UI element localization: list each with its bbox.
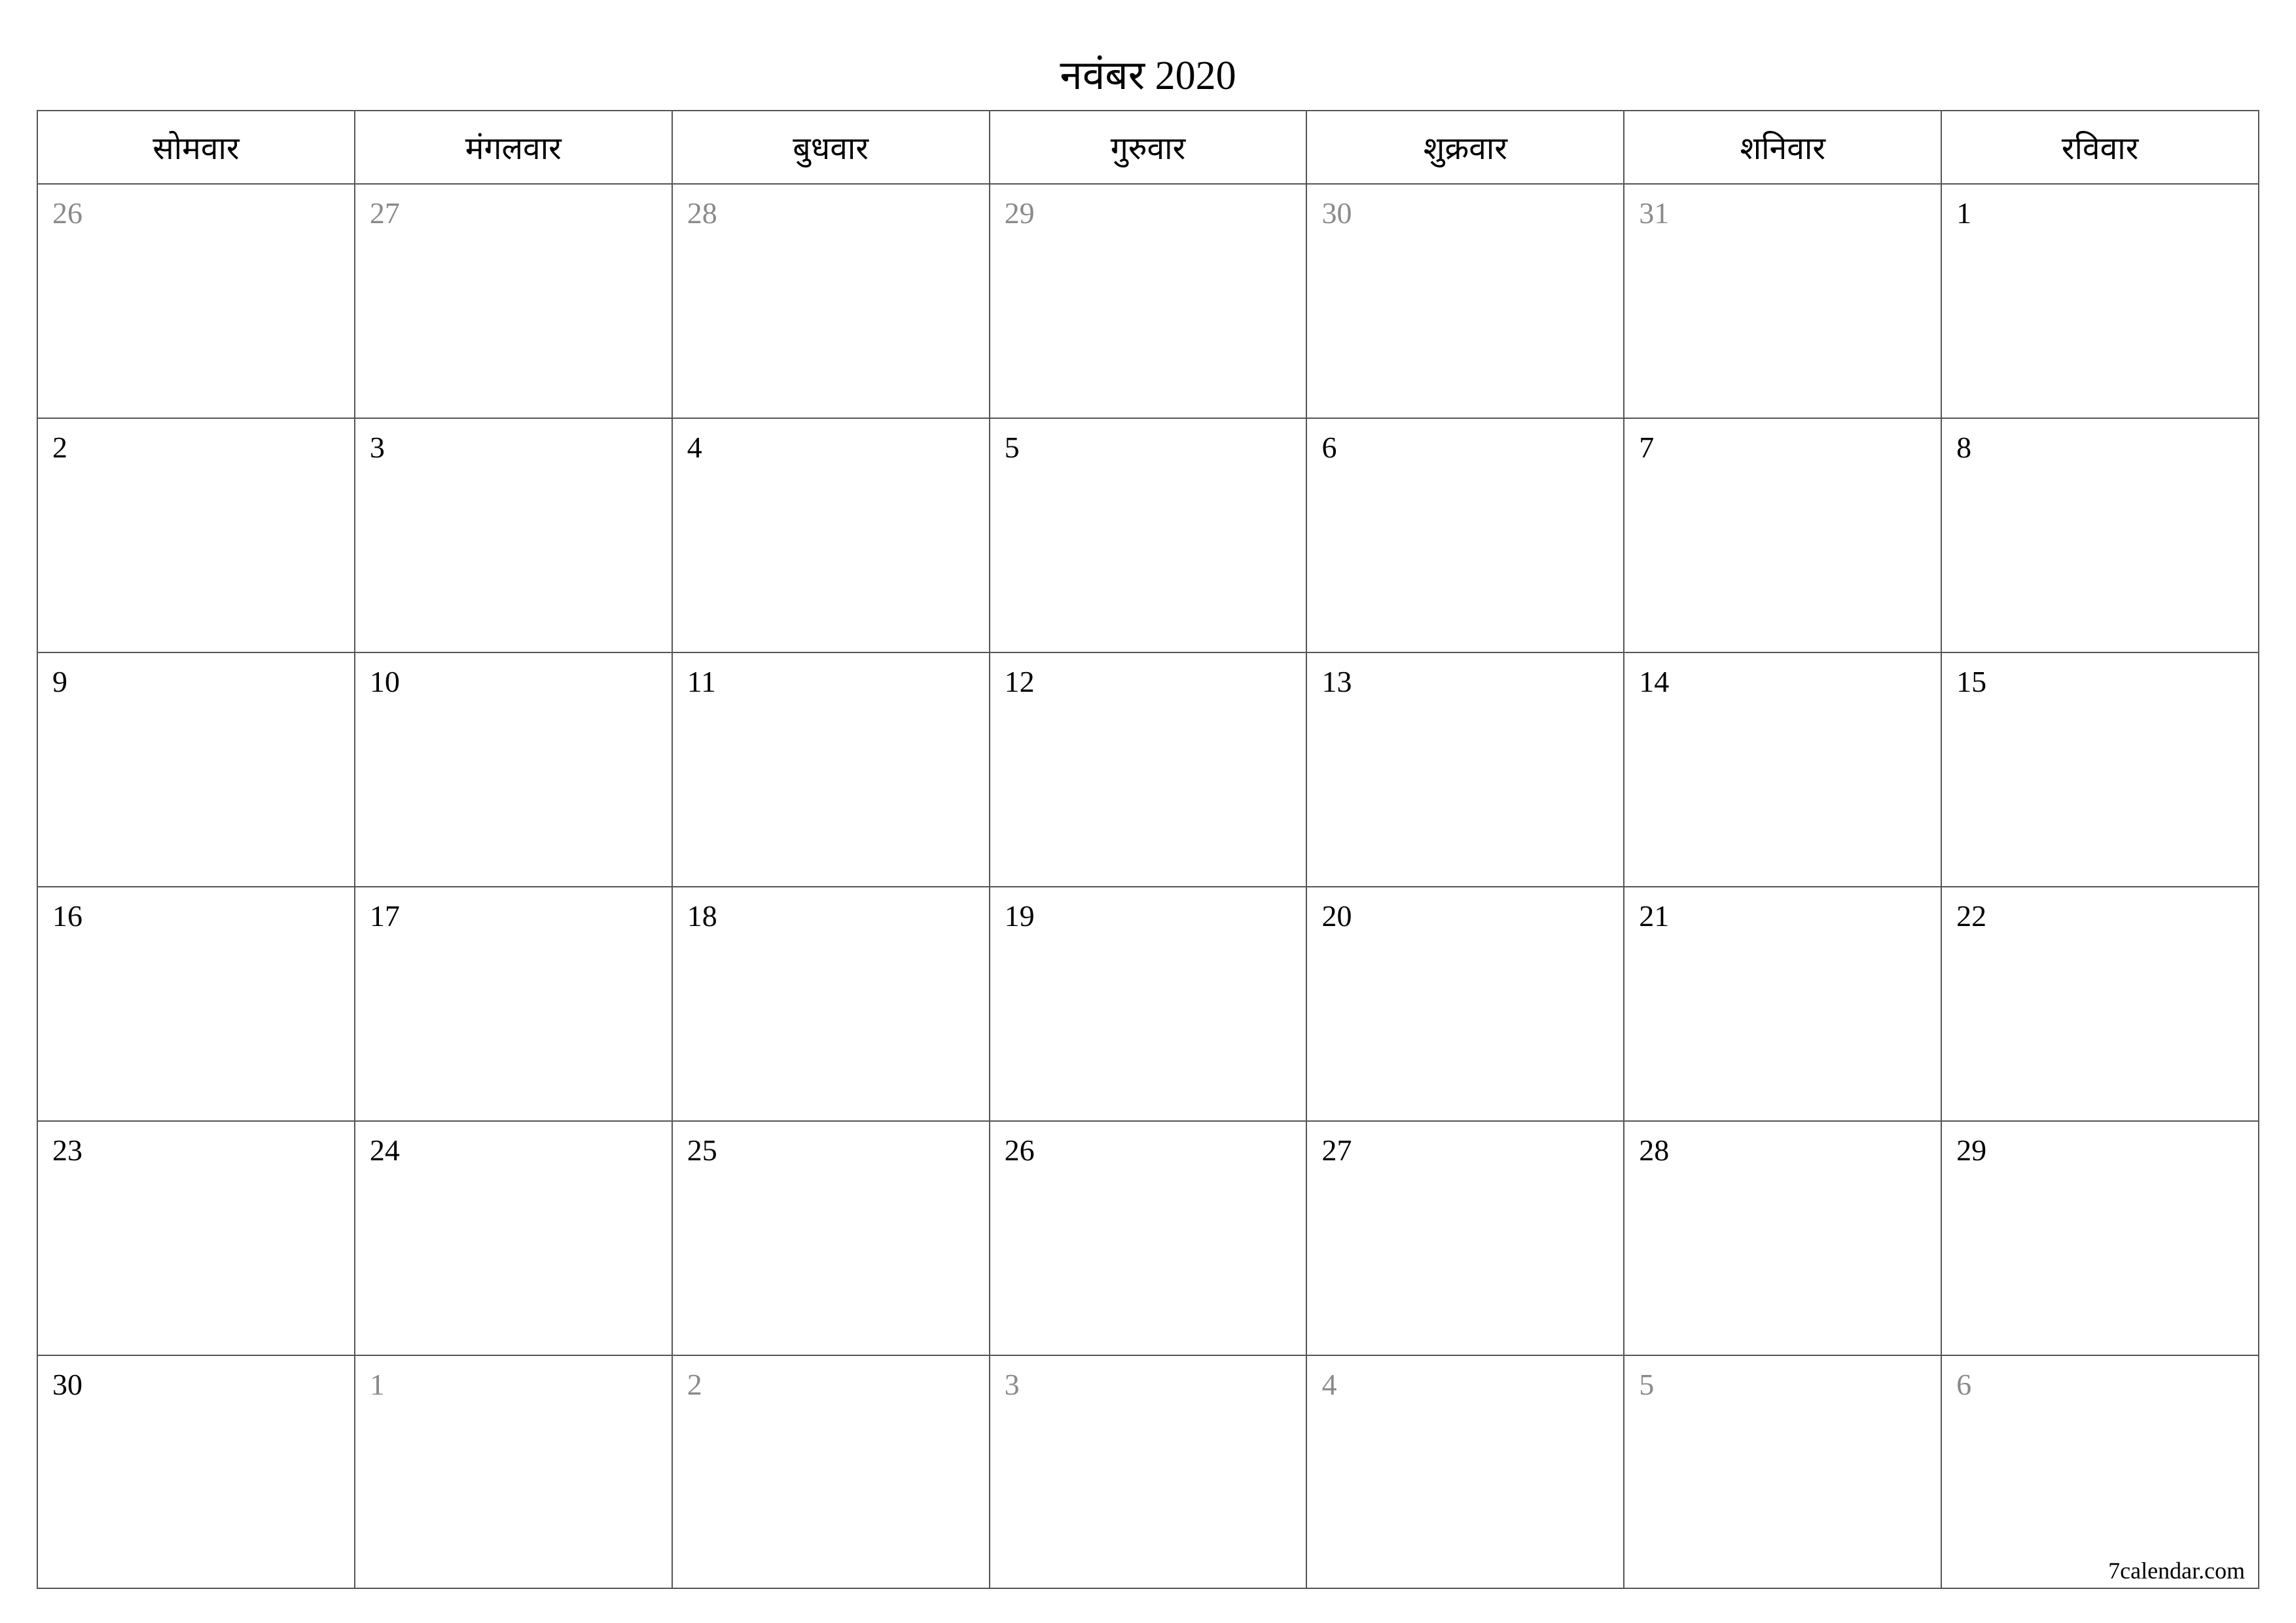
day-number: 27 bbox=[1321, 1133, 1352, 1167]
day-cell bbox=[990, 185, 1308, 418]
day-cell bbox=[673, 1356, 990, 1588]
adjacent-month-day-number: 1 bbox=[369, 1368, 385, 1401]
week-row bbox=[38, 887, 2258, 1122]
day-cell bbox=[1307, 419, 1624, 652]
week-row bbox=[38, 1356, 2258, 1588]
day-cell bbox=[1307, 185, 1624, 418]
weekday-wednesday: बुधवार bbox=[673, 111, 990, 183]
week-row bbox=[38, 185, 2258, 419]
day-cell bbox=[1307, 1356, 1624, 1588]
day-number: 6 bbox=[1321, 431, 1337, 464]
day-cell bbox=[1942, 1356, 2258, 1588]
day-cell bbox=[1624, 887, 1942, 1120]
day-number: 12 bbox=[1004, 665, 1035, 698]
day-cell bbox=[1942, 419, 2258, 652]
weekday-sunday: रविवार bbox=[2061, 131, 2139, 166]
weekday-tuesday: मंगलवार bbox=[355, 111, 673, 183]
day-cell bbox=[1942, 653, 2258, 886]
day-number: 7 bbox=[1639, 431, 1655, 464]
day-cell bbox=[38, 1356, 355, 1588]
day-number: 5 bbox=[1004, 431, 1020, 464]
day-cell bbox=[990, 887, 1308, 1120]
day-number: 24 bbox=[369, 1133, 400, 1167]
day-number: 26 bbox=[1004, 1133, 1035, 1167]
day-cell bbox=[1307, 1122, 1624, 1355]
day-cell bbox=[38, 887, 355, 1120]
day-number: 14 bbox=[1639, 665, 1670, 698]
weekday-thursday: गुरुवार bbox=[990, 111, 1308, 183]
day-cell bbox=[990, 1122, 1308, 1355]
day-number: 4 bbox=[687, 431, 702, 464]
weekday-saturday: शनिवार bbox=[1624, 111, 1942, 183]
day-number: 16 bbox=[52, 899, 82, 933]
day-number: 8 bbox=[1956, 431, 1972, 464]
day-cell bbox=[1307, 653, 1624, 886]
day-number: 10 bbox=[369, 665, 400, 698]
day-number: 3 bbox=[369, 431, 385, 464]
day-cell bbox=[355, 1122, 673, 1355]
day-number: 23 bbox=[52, 1133, 82, 1167]
day-cell bbox=[673, 887, 990, 1120]
day-cell bbox=[38, 185, 355, 418]
day-cell bbox=[990, 419, 1308, 652]
adjacent-month-day-number: 30 bbox=[1321, 196, 1352, 230]
weekday-header-row bbox=[38, 111, 2258, 185]
day-cell bbox=[990, 1356, 1308, 1588]
adjacent-month-day-number: 4 bbox=[1321, 1368, 1337, 1401]
adjacent-month-day-number: 28 bbox=[687, 196, 717, 230]
day-cell bbox=[673, 1122, 990, 1355]
week-row bbox=[38, 653, 2258, 887]
day-number: 28 bbox=[1639, 1133, 1670, 1167]
adjacent-month-day-number: 6 bbox=[1956, 1368, 1972, 1401]
day-number: 21 bbox=[1639, 899, 1670, 933]
adjacent-month-day-number: 26 bbox=[52, 196, 82, 230]
day-cell bbox=[1624, 185, 1942, 418]
day-cell bbox=[355, 185, 673, 418]
adjacent-month-day-number: 3 bbox=[1004, 1368, 1020, 1401]
day-cell bbox=[1307, 887, 1624, 1120]
day-cell bbox=[355, 1356, 673, 1588]
day-number: 11 bbox=[687, 665, 717, 698]
weekday-friday: शुक्रवार bbox=[1307, 111, 1624, 183]
day-cell bbox=[355, 653, 673, 886]
page-title: नवंबर 2020 bbox=[1060, 54, 1236, 98]
day-cell bbox=[1942, 185, 2258, 418]
adjacent-month-day-number: 27 bbox=[369, 196, 400, 230]
day-cell bbox=[990, 653, 1308, 886]
weeks-container bbox=[38, 185, 2258, 1588]
day-number: 2 bbox=[52, 431, 67, 464]
week-row bbox=[38, 419, 2258, 653]
day-cell bbox=[1624, 653, 1942, 886]
day-cell bbox=[673, 419, 990, 652]
day-number: 15 bbox=[1956, 665, 1987, 698]
adjacent-month-day-number: 29 bbox=[1004, 196, 1035, 230]
day-number: 20 bbox=[1321, 899, 1352, 933]
day-cell bbox=[355, 887, 673, 1120]
adjacent-month-day-number: 5 bbox=[1639, 1368, 1655, 1401]
adjacent-month-day-number: 2 bbox=[687, 1368, 702, 1401]
day-number: 17 bbox=[369, 899, 400, 933]
weekday-monday: सोमवार bbox=[38, 111, 355, 183]
week-row bbox=[38, 1122, 2258, 1356]
day-cell bbox=[1624, 1356, 1942, 1588]
day-cell bbox=[355, 419, 673, 652]
day-number: 1 bbox=[1956, 196, 1972, 230]
day-cell bbox=[1624, 1122, 1942, 1355]
day-cell bbox=[673, 185, 990, 418]
day-number: 25 bbox=[687, 1133, 717, 1167]
day-cell bbox=[1624, 419, 1942, 652]
day-cell bbox=[1942, 887, 2258, 1120]
day-cell bbox=[38, 419, 355, 652]
day-cell bbox=[38, 653, 355, 886]
day-number: 30 bbox=[52, 1368, 82, 1401]
adjacent-month-day-number: 31 bbox=[1639, 196, 1670, 230]
day-cell bbox=[673, 653, 990, 886]
footer-credit: 7calendar.com bbox=[2108, 1558, 2246, 1584]
day-number: 18 bbox=[687, 899, 717, 933]
day-number: 22 bbox=[1956, 899, 1987, 933]
day-number: 29 bbox=[1956, 1133, 1987, 1167]
day-number: 9 bbox=[52, 665, 67, 698]
calendar-grid bbox=[37, 110, 2259, 1589]
day-cell bbox=[1942, 1122, 2258, 1355]
day-number: 19 bbox=[1004, 899, 1035, 933]
day-number: 13 bbox=[1321, 665, 1352, 698]
day-cell bbox=[38, 1122, 355, 1355]
